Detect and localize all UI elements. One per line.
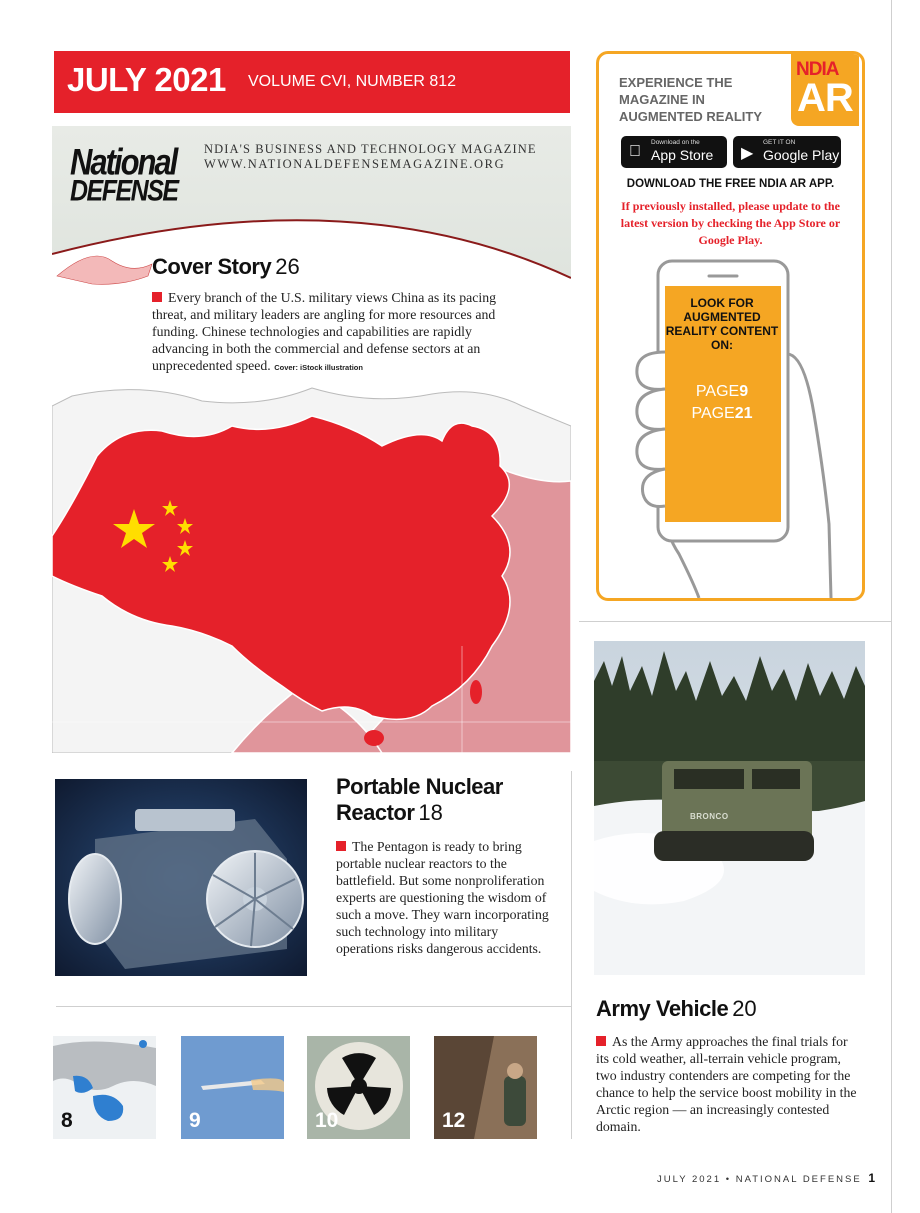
issue-date: JULY 2021 [67,61,226,98]
ar-promo-box [596,51,865,601]
army-vehicle-body: As the Army approaches the final trials for its cold weather, all-terrain vehicle program, two industry contenders are competing for the chance to help the service boost mobility in the Arctic region — an increasingly contested domain. [596,1034,857,1134]
thumbnail-12-number: 12 [442,1109,466,1132]
thumbnail-9-number: 9 [189,1109,201,1132]
army-vehicle-kicker: Army Vehicle [596,996,729,1021]
nuclear-kicker-line2: Reactor [336,800,415,825]
ar-page-9[interactable]: PAGE9 [695,383,749,400]
thumbnail-page-12[interactable] [434,1036,537,1139]
ar-look-for-text: LOOK FOR AUGMENTED REALITY CONTENT ON: [665,296,779,352]
section-divider-left [56,1006,571,1007]
cover-image[interactable] [52,126,571,753]
vehicle-label: BRONCO [690,812,729,821]
thumbnail-8-number: 8 [61,1109,73,1132]
issue-volume: VOLUME CVI, NUMBER 812 [248,73,457,90]
footer-page-number: 1 [868,1171,876,1185]
page-edge-rule [891,0,892,1213]
thumbnail-page-10[interactable] [307,1036,410,1139]
ar-download-text: DOWNLOAD THE FREE NDIA AR APP. [626,178,835,190]
google-play-button[interactable]: ▶ GET IT ON Google Play [733,136,841,168]
issue-header [54,51,570,113]
army-vehicle-photo[interactable] [594,641,865,975]
masthead-tagline: NDIA'S BUSINESS AND TECHNOLOGY MAGAZINE [204,142,537,156]
thumbnail-page-9[interactable] [181,1036,284,1139]
section-divider-right [579,621,891,622]
nuclear-body: The Pentagon is ready to bring portable nuclear reactors to the battlefield. But some nonproliferation experts are questioning the wisdom of such a move. They warn incorporating such technology into military operations risks dangerous accidents. [336,839,549,956]
masthead-logo-top: National [70,141,177,183]
ar-experience-text: EXPERIENCE THE MAGAZINE IN AUGMENTED REALITY [619,75,762,124]
nuclear-reactor-photo[interactable] [55,779,307,976]
china-map-illustration [52,126,571,753]
cover-story-kicker: Cover Story [152,254,272,279]
thumbnail-page-8[interactable] [53,1036,156,1139]
thumbnail-10-number: 10 [315,1109,339,1132]
masthead-url[interactable]: WWW.NATIONALDEFENSEMAGAZINE.ORG [204,157,506,171]
nuclear-heading[interactable] [336,774,556,829]
ar-page-21[interactable]: PAGE21 [691,405,753,422]
page-footer [657,1171,875,1185]
nuclear-page: 18 [418,800,443,825]
bullet-square-icon [152,292,162,302]
ar-badge-label: AR [797,76,853,120]
column-divider [571,771,572,1139]
footer-text: JULY 2021 • NATIONAL DEFENSE [657,1174,862,1185]
google-play-icon: ▶ [741,145,754,162]
ar-update-text: If previously installed, please update to the latest version by checking the App Store or Google Play. [620,199,841,247]
reactor-turbine-image [55,779,307,976]
cover-story-body: Every branch of the U.S. military views China as its pacing threat, and military leaders are angling for more resources and funding. Chinese technologies and capabilities are rapidly advancing in both the commercial and defense sectors at an unprecedented speed. Cover: iStock illustration [152,290,496,373]
bullet-square-icon [596,1036,606,1046]
cover-story-heading[interactable] [152,254,300,280]
army-vehicle-page: 20 [732,996,757,1021]
army-vehicle-heading[interactable] [596,996,757,1022]
cover-story-page: 26 [275,254,300,279]
cover-credit: Cover: iStock illustration [274,363,363,372]
bullet-square-icon [336,841,346,851]
nuclear-kicker-line1: Portable Nuclear [336,774,503,799]
ndia-badge-label: NDIA [796,59,839,80]
masthead-logo-bottom: DEFENSE [70,174,178,208]
app-store-button[interactable]: Download on the App Store [621,136,727,168]
bronco-vehicle-image [594,641,865,975]
